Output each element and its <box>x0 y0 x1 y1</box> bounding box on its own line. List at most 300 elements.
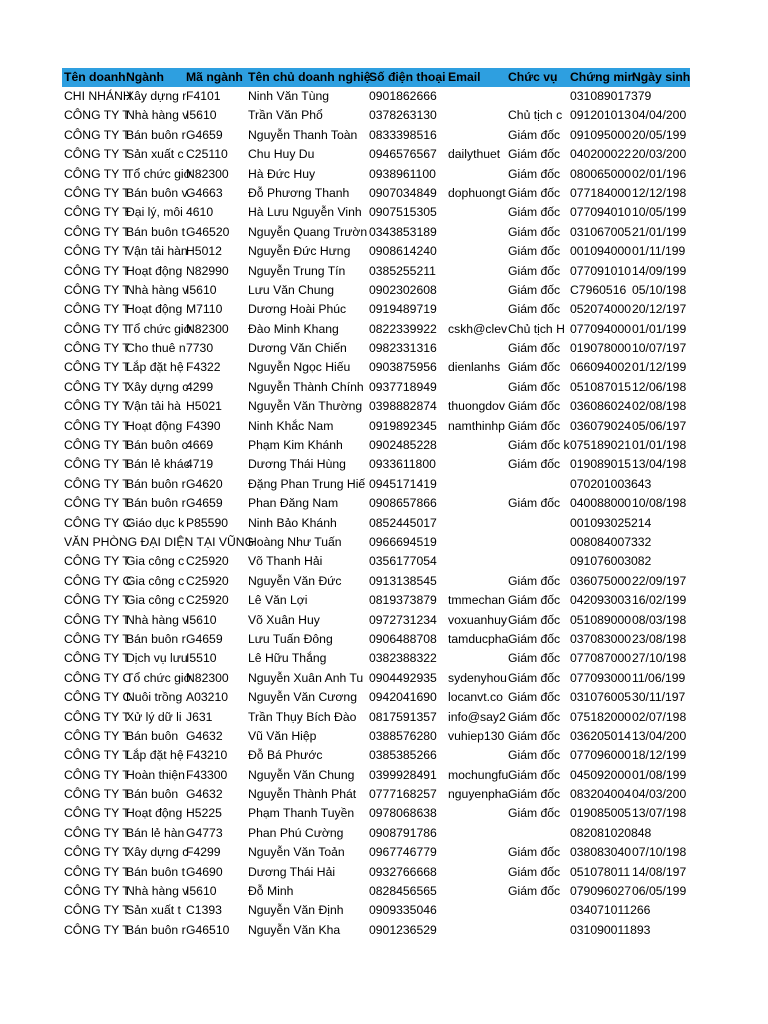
cell-industry[interactable]: Nhà hàng v <box>126 108 189 123</box>
cell-id-number[interactable]: 082081020848 <box>570 825 652 840</box>
cell-industry-code[interactable]: N82990 <box>186 263 229 278</box>
cell-industry-code[interactable]: J631 <box>186 709 213 724</box>
cell-position[interactable]: Chủ tịch c <box>508 108 563 123</box>
cell-owner-name[interactable]: Nguyễn Văn Định <box>248 903 344 918</box>
cell-industry-code[interactable]: C25920 <box>186 554 229 569</box>
cell-phone[interactable]: 0919489719 <box>369 302 437 317</box>
cell-id-number[interactable]: 008084007332 <box>570 534 652 549</box>
cell-birth-date[interactable]: 02/01/196 <box>632 166 687 181</box>
cell-owner-name[interactable]: Ninh Bảo Khánh <box>248 515 337 530</box>
cell-company-name[interactable]: CÔNG TY T <box>64 108 130 123</box>
cell-phone[interactable]: 0906488708 <box>369 631 437 646</box>
cell-industry[interactable]: Giáo dục k <box>126 515 185 530</box>
cell-position[interactable]: Giám đốc <box>508 787 561 802</box>
cell-email[interactable] <box>448 921 508 940</box>
cell-id-number[interactable]: 031090011893 <box>570 922 651 937</box>
cell-position[interactable]: Giám đốc <box>508 399 561 414</box>
cell-owner-name[interactable]: Lê Hữu Thắng <box>248 651 327 666</box>
cell-birth-date[interactable]: 30/11/197 <box>632 690 686 705</box>
cell-email[interactable]: info@say2 <box>448 709 506 724</box>
cell-owner-name[interactable]: Nguyễn Thành Phát <box>248 787 357 802</box>
cell-owner-name[interactable]: Nguyễn Văn Chung <box>248 767 355 782</box>
cell-phone[interactable]: 0398882874 <box>369 399 437 414</box>
cell-industry[interactable]: Bán buôn <box>126 787 179 802</box>
cell-birth-date[interactable]: 13/04/200 <box>632 728 687 743</box>
cell-industry[interactable]: Bán lẻ hàn <box>126 825 185 840</box>
cell-email[interactable] <box>448 475 508 494</box>
cell-phone[interactable]: 0937718949 <box>369 379 437 394</box>
cell-email[interactable] <box>448 824 508 843</box>
cell-owner-name[interactable]: Nguyễn Văn Toản <box>248 845 345 860</box>
cell-birth-date[interactable]: 12/12/198 <box>632 185 687 200</box>
cell-industry[interactable]: Tổ chức giớ <box>126 166 192 181</box>
cell-industry[interactable]: Vận tải hàn <box>126 244 188 259</box>
cell-company-name[interactable]: CÔNG TY T <box>64 205 130 220</box>
cell-email[interactable] <box>448 533 508 552</box>
cell-industry-code[interactable]: F4101 <box>186 89 221 103</box>
cell-birth-date[interactable]: 16/02/199 <box>632 593 687 608</box>
cell-industry[interactable]: Lắp đặt hệ <box>126 748 184 763</box>
header-industry[interactable]: Ngành <box>126 70 164 84</box>
cell-email[interactable] <box>448 262 508 281</box>
cell-industry-code[interactable]: I5510 <box>186 651 217 666</box>
cell-position[interactable]: Giám đốc <box>508 670 561 685</box>
cell-owner-name[interactable]: Nguyễn Văn Thường <box>248 399 363 414</box>
cell-phone[interactable]: 0907034849 <box>369 185 437 200</box>
cell-industry-code[interactable]: I5610 <box>186 884 217 899</box>
cell-owner-name[interactable]: Võ Xuân Huy <box>248 612 320 627</box>
cell-email[interactable]: sydenyhou <box>448 670 507 685</box>
cell-owner-name[interactable]: Dương Thái Hùng <box>248 457 346 472</box>
cell-owner-name[interactable]: Trần Thụy Bích Đào <box>248 709 357 724</box>
cell-email[interactable] <box>448 804 508 823</box>
cell-position[interactable]: Giám đốc <box>508 709 561 724</box>
cell-birth-date[interactable] <box>632 901 690 920</box>
cell-position[interactable]: Giám đốc <box>508 593 561 608</box>
cell-email[interactable] <box>448 223 508 242</box>
cell-owner-name[interactable]: Lưu Tuấn Đông <box>248 631 333 646</box>
cell-email[interactable]: mochungfu <box>448 767 509 782</box>
cell-company-name[interactable]: CÔNG TY T <box>64 496 130 511</box>
cell-id-number[interactable]: 019089015 <box>570 457 632 472</box>
cell-birth-date[interactable]: 01/12/199 <box>632 360 687 375</box>
cell-owner-name[interactable]: Ninh Khắc Nam <box>248 418 334 433</box>
cell-birth-date[interactable]: 06/05/199 <box>632 884 687 899</box>
cell-id-number[interactable]: 091095000 <box>570 127 632 142</box>
cell-id-number[interactable]: 019078000 <box>570 341 632 356</box>
cell-industry-code[interactable]: N82300 <box>186 670 229 685</box>
cell-birth-date[interactable]: 10/08/198 <box>632 496 687 511</box>
cell-phone[interactable]: 0972731234 <box>369 612 437 627</box>
cell-email[interactable] <box>448 843 508 862</box>
cell-id-number[interactable]: 077096000 <box>570 748 632 763</box>
cell-position[interactable]: Giám đốc <box>508 651 561 666</box>
cell-phone[interactable]: 0385385266 <box>369 748 437 763</box>
cell-birth-date[interactable] <box>632 475 690 494</box>
cell-email[interactable]: voxuanhuy <box>448 612 507 627</box>
cell-company-name[interactable]: CÔNG TY T <box>64 728 130 743</box>
cell-owner-name[interactable]: Trần Văn Phổ <box>248 108 323 123</box>
cell-owner-name[interactable]: Vũ Văn Hiệp <box>248 728 317 743</box>
cell-id-number[interactable]: 080065000 <box>570 166 632 181</box>
cell-position[interactable] <box>508 901 570 920</box>
cell-company-name[interactable]: CHI NHÁNH <box>64 89 132 103</box>
cell-id-number[interactable]: 077091010 <box>570 263 632 278</box>
cell-company-name[interactable]: CÔNG TY C <box>64 573 132 588</box>
cell-id-number[interactable]: 038083040 <box>570 845 632 860</box>
cell-owner-name[interactable]: Võ Thanh Hải <box>248 554 323 569</box>
cell-industry-code[interactable]: N82300 <box>186 166 229 181</box>
cell-company-name[interactable]: CÔNG TY T <box>64 282 130 297</box>
cell-industry[interactable]: Nhà hàng v <box>126 282 189 297</box>
cell-id-number[interactable]: 091076003082 <box>570 554 652 569</box>
cell-birth-date[interactable] <box>632 533 690 552</box>
cell-industry-code[interactable]: 4719 <box>186 457 214 472</box>
cell-birth-date[interactable] <box>632 552 690 571</box>
cell-birth-date[interactable]: 08/03/198 <box>632 612 687 627</box>
cell-industry-code[interactable]: G4632 <box>186 728 223 743</box>
cell-phone[interactable]: 0904492935 <box>369 670 437 685</box>
header-owner-name[interactable]: Tên chủ doanh nghiệ <box>248 70 371 84</box>
cell-owner-name[interactable]: Đặng Phan Trung Hiế <box>248 476 366 491</box>
cell-position[interactable]: Giám đốc <box>508 631 561 646</box>
cell-id-number[interactable]: 042093003 <box>570 593 632 608</box>
cell-position[interactable]: Giám đốc <box>508 418 561 433</box>
cell-birth-date[interactable]: 20/03/200 <box>632 147 687 162</box>
header-industry-code[interactable]: Mã ngành <box>186 70 243 84</box>
cell-birth-date[interactable]: 20/12/197 <box>632 302 687 317</box>
cell-email[interactable] <box>448 514 508 533</box>
cell-birth-date[interactable]: 05/10/198 <box>632 282 687 297</box>
cell-birth-date[interactable]: 04/03/200 <box>632 787 687 802</box>
cell-phone[interactable]: 0399928491 <box>369 767 437 782</box>
cell-birth-date[interactable]: 21/01/199 <box>632 224 687 239</box>
cell-position[interactable]: Giám đốc <box>508 496 561 511</box>
cell-birth-date[interactable]: 05/06/197 <box>632 418 687 433</box>
cell-company-name[interactable]: CÔNG TY T <box>64 631 130 646</box>
cell-phone[interactable]: 0966694519 <box>369 534 437 549</box>
cell-company-name[interactable]: CÔNG TY T <box>64 845 130 860</box>
cell-phone[interactable]: 0919892345 <box>369 418 437 433</box>
cell-company-name[interactable]: CÔNG TY T <box>64 593 130 608</box>
cell-company-name[interactable]: CÔNG TY T <box>64 185 130 200</box>
cell-owner-name[interactable]: Nguyễn Xuân Anh Tu <box>248 670 364 685</box>
cell-phone[interactable]: 0901862666 <box>369 89 437 103</box>
cell-company-name[interactable]: CÔNG TY T <box>64 147 130 162</box>
cell-industry-code[interactable]: G4663 <box>186 185 223 200</box>
cell-industry[interactable]: Nhà hàng v <box>126 612 189 627</box>
cell-phone[interactable]: 0909335046 <box>369 903 437 918</box>
cell-company-name[interactable]: CÔNG TY T <box>64 127 130 142</box>
cell-owner-name[interactable]: Đỗ Bá Phước <box>248 748 323 763</box>
cell-industry[interactable]: Xây dựng c <box>126 379 189 394</box>
cell-birth-date[interactable]: 22/09/197 <box>632 573 687 588</box>
cell-email[interactable]: nguyenpha <box>448 787 509 802</box>
cell-company-name[interactable]: CÔNG TY T <box>64 224 130 239</box>
cell-industry-code[interactable]: F4322 <box>186 360 221 375</box>
cell-birth-date[interactable]: 23/08/198 <box>632 631 687 646</box>
cell-position[interactable]: Giám đốc <box>508 166 561 181</box>
cell-company-name[interactable]: CÔNG TY T <box>64 360 130 375</box>
cell-email[interactable] <box>448 572 508 591</box>
cell-email[interactable]: tmmechan <box>448 593 505 608</box>
cell-position[interactable] <box>508 87 570 106</box>
cell-email[interactable] <box>448 746 508 765</box>
cell-industry-code[interactable] <box>186 533 248 552</box>
cell-company-name[interactable]: CÔNG TY T <box>64 341 130 356</box>
cell-phone[interactable]: 0378263130 <box>369 108 437 123</box>
cell-phone[interactable]: 0913138545 <box>369 573 437 588</box>
cell-industry[interactable]: Gia công c <box>126 554 185 569</box>
cell-company-name[interactable]: CÔNG TY T <box>64 922 130 937</box>
cell-position[interactable] <box>508 533 570 552</box>
cell-owner-name[interactable]: Nguyễn Văn Kha <box>248 922 341 937</box>
cell-company-name[interactable]: CÔNG TY T <box>64 612 130 627</box>
cell-company-name[interactable]: CÔNG TY T <box>64 302 130 317</box>
cell-id-number[interactable]: 040088000 <box>570 496 632 511</box>
cell-birth-date[interactable]: 07/10/198 <box>632 845 687 860</box>
cell-id-number[interactable]: 019085005 <box>570 806 632 821</box>
cell-email[interactable] <box>448 126 508 145</box>
cell-position[interactable]: Giám đốc <box>508 341 561 356</box>
cell-owner-name[interactable]: Dương Thái Hải <box>248 864 336 879</box>
cell-company-name[interactable]: CÔNG TY T <box>64 825 130 840</box>
cell-id-number[interactable]: 031067005 <box>570 224 632 239</box>
cell-owner-name[interactable]: Phan Đăng Nam <box>248 496 339 511</box>
cell-phone[interactable]: 0903875956 <box>369 360 437 375</box>
header-phone[interactable]: Số điện thoại <box>369 70 446 84</box>
cell-id-number[interactable]: 031089017379 <box>570 89 652 103</box>
cell-phone[interactable]: 0946576567 <box>369 147 437 162</box>
cell-position[interactable]: Giám đốc <box>508 573 561 588</box>
cell-id-number[interactable]: 070201003643 <box>570 476 652 491</box>
cell-birth-date[interactable]: 02/08/198 <box>632 399 687 414</box>
cell-phone[interactable]: 0817591357 <box>369 709 437 724</box>
cell-id-number[interactable]: 077087000 <box>570 651 632 666</box>
cell-owner-name[interactable]: Nguyễn Quang Trườn <box>248 224 368 239</box>
cell-industry[interactable]: Nhà hàng v <box>126 884 189 899</box>
cell-phone[interactable]: 0819373879 <box>369 593 437 608</box>
cell-industry-code[interactable]: G46520 <box>186 224 230 239</box>
cell-birth-date[interactable]: 13/07/198 <box>632 806 687 821</box>
cell-company-name[interactable]: CÔNG TY T <box>64 457 130 472</box>
cell-id-number[interactable]: 037083000 <box>570 631 632 646</box>
cell-industry[interactable]: Bán buôn t <box>126 864 185 879</box>
cell-id-number[interactable]: 052074000 <box>570 302 632 317</box>
cell-position[interactable]: Giám đốc k <box>508 438 570 453</box>
cell-position[interactable]: Chủ tịch H <box>508 321 565 336</box>
cell-id-number[interactable]: 083204004 <box>570 787 632 802</box>
cell-company-name[interactable]: CÔNG TY T <box>64 263 130 278</box>
cell-company-name[interactable]: CÔNG TY T <box>64 903 130 918</box>
cell-industry[interactable]: Tổ chức giớ <box>126 321 192 336</box>
cell-email[interactable] <box>448 455 508 474</box>
cell-industry-code[interactable]: I5610 <box>186 612 217 627</box>
cell-position[interactable]: Giám đốc <box>508 612 561 627</box>
cell-id-number[interactable]: 001093025214 <box>570 515 652 530</box>
cell-phone[interactable]: 0978068638 <box>369 806 437 821</box>
cell-company-name[interactable]: CÔNG TY T <box>64 748 130 763</box>
cell-phone[interactable]: 0933611800 <box>369 457 436 472</box>
cell-position[interactable] <box>508 475 570 494</box>
cell-company-name[interactable]: CÔNG TY T <box>64 399 130 414</box>
cell-birth-date[interactable]: 11/06/199 <box>632 670 686 685</box>
cell-id-number[interactable]: 036079024 <box>570 418 632 433</box>
cell-birth-date[interactable]: 10/05/199 <box>632 205 687 220</box>
cell-birth-date[interactable]: 20/05/199 <box>632 127 687 142</box>
cell-company-name[interactable]: CÔNG TY T <box>64 709 130 724</box>
cell-email[interactable]: namthinhp <box>448 418 505 433</box>
cell-id-number[interactable]: 077093000 <box>570 670 632 685</box>
cell-company-name[interactable]: CÔNG TY T <box>64 767 130 782</box>
cell-id-number[interactable]: 051089000 <box>570 612 632 627</box>
cell-owner-name[interactable]: Nguyễn Thanh Toàn <box>248 127 358 142</box>
cell-phone[interactable]: 0356177054 <box>369 554 437 569</box>
cell-industry-code[interactable]: H5021 <box>186 399 222 414</box>
cell-email[interactable] <box>448 882 508 901</box>
cell-industry-code[interactable]: I5610 <box>186 108 217 123</box>
cell-phone[interactable]: 0777168257 <box>369 787 437 802</box>
cell-id-number[interactable]: 066094002 <box>570 360 632 375</box>
cell-owner-name[interactable]: Nguyễn Văn Đức <box>248 573 342 588</box>
cell-email[interactable] <box>448 300 508 319</box>
cell-industry[interactable]: Bán buôn r <box>126 127 186 142</box>
cell-position[interactable]: Giám đốc <box>508 360 561 375</box>
cell-industry[interactable]: Đại lý, môi <box>126 205 183 220</box>
cell-company-name[interactable]: CÔNG TY T <box>64 244 130 259</box>
cell-phone[interactable]: 0938961100 <box>369 166 436 181</box>
cell-email[interactable] <box>448 552 508 571</box>
cell-phone[interactable]: 0907515305 <box>369 205 437 220</box>
cell-industry-code[interactable]: N82300 <box>186 321 229 336</box>
cell-position[interactable] <box>508 921 570 940</box>
cell-industry[interactable]: Hoạt động <box>126 263 183 278</box>
cell-position[interactable] <box>508 824 570 843</box>
cell-email[interactable]: dophuongt <box>448 185 506 200</box>
cell-company-name[interactable]: CÔNG TY T <box>64 166 130 181</box>
cell-industry-code[interactable]: G4659 <box>186 496 223 511</box>
cell-industry-code[interactable]: I5610 <box>186 282 217 297</box>
cell-phone[interactable]: 0388576280 <box>369 728 437 743</box>
cell-industry-code[interactable]: G4632 <box>186 787 223 802</box>
cell-industry-code[interactable]: G4659 <box>186 631 223 646</box>
cell-birth-date[interactable]: 01/11/199 <box>632 244 686 259</box>
header-id-number[interactable]: Chứng min <box>570 70 636 84</box>
cell-phone[interactable]: 0382388322 <box>369 651 437 666</box>
cell-position[interactable]: Giám đốc <box>508 864 561 879</box>
cell-email[interactable] <box>448 165 508 184</box>
cell-position[interactable]: Giám đốc <box>508 884 561 899</box>
cell-id-number[interactable]: 036205014 <box>570 728 632 743</box>
cell-birth-date[interactable]: 04/04/200 <box>632 108 687 123</box>
cell-industry-code[interactable]: G4659 <box>186 127 223 142</box>
cell-owner-name[interactable]: Nguyễn Trung Tín <box>248 263 346 278</box>
cell-birth-date[interactable]: 27/10/198 <box>632 651 687 666</box>
cell-birth-date[interactable]: 02/07/198 <box>632 709 687 724</box>
cell-company-name[interactable]: CÔNG TY T <box>64 806 130 821</box>
cell-birth-date[interactable]: 13/04/198 <box>632 457 687 472</box>
cell-company-name[interactable]: CÔNG TY T <box>64 787 130 802</box>
cell-email[interactable] <box>448 494 508 513</box>
cell-owner-name[interactable]: Hà Lưu Nguyễn Vinh <box>248 205 362 220</box>
cell-industry[interactable]: Xử lý dữ li <box>126 709 182 724</box>
cell-position[interactable]: Giám đốc <box>508 379 561 394</box>
cell-email[interactable]: locanvt.co <box>448 690 503 705</box>
cell-phone[interactable]: 0908657866 <box>369 496 437 511</box>
cell-industry[interactable]: Bán lẻ khác <box>126 457 190 472</box>
cell-owner-name[interactable]: Phạm Kim Khánh <box>248 438 343 453</box>
cell-industry-code[interactable]: G4773 <box>186 825 223 840</box>
cell-owner-name[interactable]: Phan Phú Cường <box>248 825 344 840</box>
cell-phone[interactable]: 0822339922 <box>369 321 437 336</box>
cell-owner-name[interactable]: Lưu Văn Chung <box>248 282 335 297</box>
cell-position[interactable]: Giám đốc <box>508 457 561 472</box>
cell-industry-code[interactable]: H5225 <box>186 806 222 821</box>
cell-owner-name[interactable]: Lê Văn Lợi <box>248 593 308 608</box>
cell-company-name[interactable]: CÔNG TY T <box>64 418 130 433</box>
cell-owner-name[interactable]: Dương Văn Chiến <box>248 341 347 356</box>
cell-industry[interactable]: Sản xuất c <box>126 147 184 162</box>
cell-id-number[interactable]: 051087015 <box>570 379 632 394</box>
cell-owner-name[interactable]: Hoàng Như Tuấn <box>248 534 342 549</box>
cell-industry[interactable]: Xây dựng c <box>126 845 189 860</box>
cell-email[interactable]: dailythuet <box>448 147 501 162</box>
cell-owner-name[interactable]: Dương Hoài Phúc <box>248 302 347 317</box>
cell-industry[interactable]: Bán buôn r <box>126 922 186 937</box>
cell-position[interactable]: Giám đốc <box>508 127 561 142</box>
cell-id-number[interactable]: 075182000 <box>570 709 632 724</box>
cell-owner-name[interactable]: Phạm Thanh Tuyền <box>248 806 355 821</box>
cell-industry-code[interactable]: F4299 <box>186 845 221 860</box>
cell-industry-code[interactable]: C25920 <box>186 573 229 588</box>
cell-id-number[interactable]: 079096027 <box>570 884 632 899</box>
cell-position[interactable] <box>508 552 570 571</box>
cell-owner-name[interactable]: Đỗ Phương Thanh <box>248 185 350 200</box>
cell-position[interactable]: Giám đốc <box>508 282 561 297</box>
cell-email[interactable] <box>448 106 508 125</box>
cell-email[interactable] <box>448 863 508 882</box>
cell-phone[interactable]: 0945171419 <box>369 476 437 491</box>
cell-phone[interactable]: 0908614240 <box>369 244 437 259</box>
cell-email[interactable] <box>448 242 508 261</box>
cell-industry[interactable]: Tổ chức giớ <box>126 670 192 685</box>
cell-industry[interactable]: Hoạt động <box>126 418 183 433</box>
cell-position[interactable]: Giám đốc <box>508 845 561 860</box>
cell-birth-date[interactable]: 01/08/199 <box>632 767 687 782</box>
cell-email[interactable]: cskh@clev <box>448 321 508 336</box>
cell-email[interactable]: dienlanhs <box>448 360 501 375</box>
cell-email[interactable]: tamducpha <box>448 631 509 646</box>
header-company-name[interactable]: Tên doanh <box>64 70 126 84</box>
cell-phone[interactable]: 0385255211 <box>369 263 436 278</box>
cell-id-number[interactable]: 051078011 <box>570 864 631 879</box>
cell-industry[interactable]: Dịch vụ lưu <box>126 651 188 666</box>
cell-industry[interactable]: Gia công c <box>126 573 185 588</box>
cell-industry[interactable]: Cho thuê n <box>126 341 186 356</box>
header-birth-date[interactable]: Ngày sinh <box>632 70 691 84</box>
cell-position[interactable]: Giám đốc <box>508 224 561 239</box>
cell-id-number[interactable]: 077184000 <box>570 185 632 200</box>
cell-industry[interactable]: Bán buôn r <box>126 476 186 491</box>
cell-phone[interactable]: 0932766668 <box>369 864 437 879</box>
cell-position[interactable]: Giám đốc <box>508 728 561 743</box>
cell-birth-date[interactable] <box>632 921 690 940</box>
cell-industry-code[interactable]: H5012 <box>186 244 222 259</box>
cell-email[interactable]: thuongdov <box>448 399 505 414</box>
header-email[interactable]: Email <box>448 70 481 84</box>
cell-email[interactable] <box>448 281 508 300</box>
cell-id-number[interactable]: 001094000 <box>570 244 632 259</box>
